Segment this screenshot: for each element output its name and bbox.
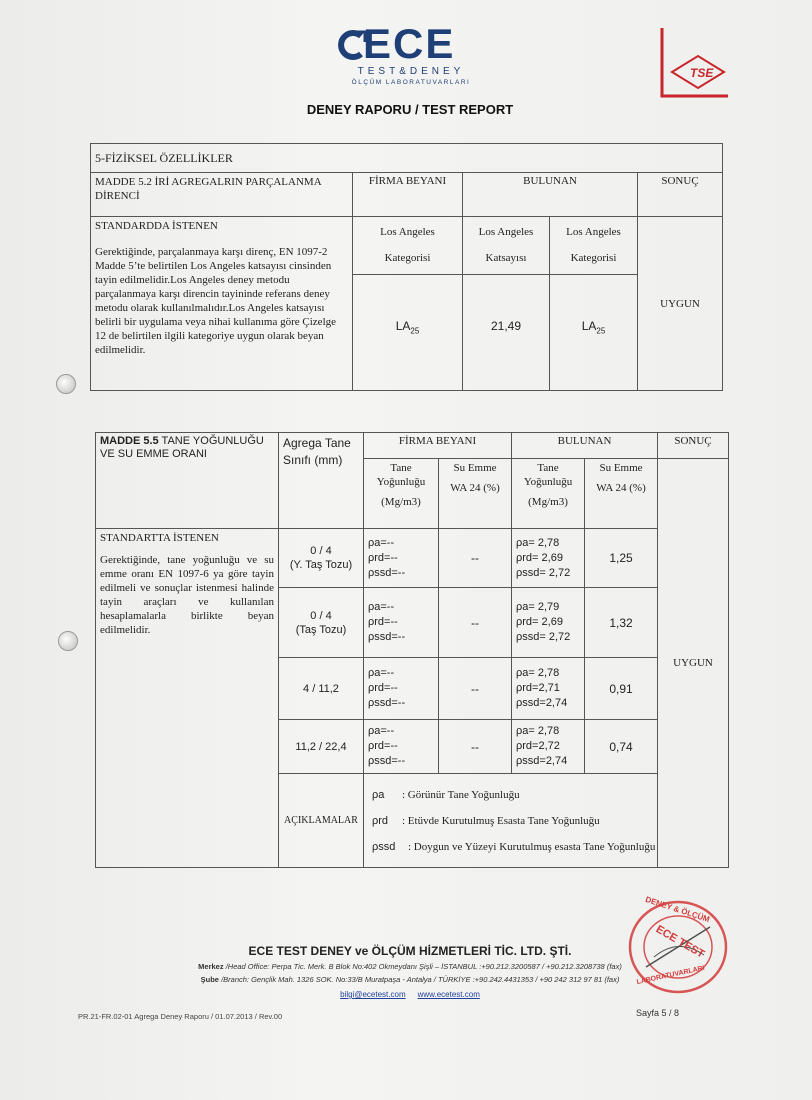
sonuc-value: UYGUN	[638, 217, 723, 391]
firma-density-values: ρa=-- ρrd=-- ρssd=--	[364, 720, 439, 774]
firma-beyani-header-2: FİRMA BEYANI	[364, 433, 512, 459]
logo-subtitle: TEST&DENEY	[357, 66, 465, 77]
standard-text: Gerektiğinde, parçalanmaya karşı direnç, EN 1097-2 Madde 5’te belirtilen Los Angeles katsayısı cinsinden tayin edilmelidir.Los Angeles deney metodu parçalanmaya karşı direncin tayininde referans deney metodu olarak kullanılmalıdır.Los Angeles katsayısı belirli bir uygulama veya nihai kullanıma göre Çizelge 12 de belirtilen ilgili kategoriye uygun olarak beyan edilmelidir.	[95, 246, 337, 356]
agrega-class: 4 / 11,2	[279, 658, 364, 720]
firma-la-value: $LA_{25}$	[353, 275, 463, 391]
website-link[interactable]: www.ecetest.com	[417, 990, 480, 999]
standard-requirement-cell	[91, 217, 353, 391]
bulunan-tane-subheader: Tane Yoğunluğu (Mg/m3)	[512, 459, 585, 529]
agrega-class-header: Agrega Tane Sınıfı (mm)	[279, 433, 364, 529]
stamp-bottom-text: LABORATUVARLARI	[636, 964, 706, 987]
branch-address: Şube /Branch: Gençlik Mah. 1326 SOK. No:33/B Muratpaşa - Antalya / TÜRKİYE :+90.242.4431353 / +90 242 312 97 81 (fax)	[200, 975, 620, 984]
firma-water-absorption: --	[439, 529, 512, 588]
firma-water-absorption: --	[439, 720, 512, 774]
standard-label-2: STANDARTTA İSTENEN	[100, 532, 219, 544]
sonuc-value-2: UYGUN	[658, 459, 729, 868]
note-item: ρrd : Etüvde Kurutulmuş Esasta Tane Yoğunluğu	[372, 814, 600, 827]
standard-text-2: Gerektiğinde, tane yoğunluğu ve su emme oranı EN 1097-6 ya göre tayin edilmeli ve sonuçlar istenmesi halinde tayin araçları ve kullanılan hesaplamalarla birlikte beyan edilmelidir.	[100, 554, 274, 636]
ece-logo-mark-icon	[334, 28, 368, 62]
bulunan-density-values: ρa= 2,79 ρrd= 2,69 ρssd= 2,72	[512, 588, 585, 658]
section-density-table	[95, 432, 729, 868]
agrega-class: 0 / 4 (Taş Tozu)	[279, 588, 364, 658]
stamp-center-text: ECE TEST	[653, 923, 707, 961]
sonuc-header-2: SONUÇ	[658, 433, 729, 459]
standard-requirement-cell-2	[96, 529, 279, 868]
physical-properties-heading: 5-FİZİKSEL ÖZELLİKLER	[91, 144, 723, 173]
bulunan-density-values: ρa= 2,78 ρrd=2,72 ρssd=2,74	[512, 720, 585, 774]
bulunan-density-values: ρa= 2,78 ρrd= 2,69 ρssd= 2,72	[512, 529, 585, 588]
firma-subheader: Los Angeles Kategorisi	[353, 217, 463, 275]
firma-water-absorption: --	[439, 588, 512, 658]
bulunan-su-subheader: Su Emme WA 24 (%)	[585, 459, 658, 529]
bulunan-la-coefficient: 21,49	[463, 275, 550, 391]
bulunan-la-category: $LA_{25}$	[550, 275, 638, 391]
punch-hole-bottom	[58, 631, 78, 651]
bulunan-water-absorption: 0,91	[585, 658, 658, 720]
firma-density-values: ρa=-- ρrd=-- ρssd=--	[364, 529, 439, 588]
bulunan-subheader-coef: Los Angeles Katsayısı	[463, 217, 550, 275]
form-code: PR.21-FR.02-01 Agrega Deney Raporu / 01.07.2013 / Rev.00	[78, 1012, 283, 1021]
tse-logo-text: TSE	[690, 66, 714, 80]
agrega-class: 0 / 4 (Y. Taş Tozu)	[279, 529, 364, 588]
note-item: ρssd : Doygun ve Yüzeyi Kurutulmuş esasta Tane Yoğunluğu	[372, 840, 656, 853]
standard-label: STANDARDDA İSTENEN	[95, 220, 218, 232]
page-number: Sayfa 5 / 8	[636, 1008, 680, 1018]
firma-density-values: ρa=-- ρrd=-- ρssd=--	[364, 588, 439, 658]
punch-hole-top	[56, 374, 76, 394]
ece-logo: ECE	[363, 20, 456, 67]
logo-tagline: ÖLÇÜM LABORATUVARLARI	[351, 79, 471, 86]
bulunan-water-absorption: 1,25	[585, 529, 658, 588]
note-item: ρa : Görünür Tane Yoğunluğu	[372, 788, 520, 801]
report-title: DENEY RAPORU / TEST REPORT	[306, 102, 514, 117]
bulunan-header: BULUNAN	[463, 173, 638, 217]
tse-logo-icon	[658, 26, 730, 100]
bulunan-water-absorption: 1,32	[585, 588, 658, 658]
firma-density-values: ρa=-- ρrd=-- ρssd=--	[364, 658, 439, 720]
firma-water-absorption: --	[439, 658, 512, 720]
item-5-5-title: MADDE 5.5 TANE YOĞUNLUĞU VE SU EMME ORANI	[96, 433, 279, 529]
bulunan-water-absorption: 0,74	[585, 720, 658, 774]
contact-links	[0, 990, 812, 999]
head-office-address: Merkez /Head Office: Perpa Tic. Merk. B Blok No:402 Okmeydanı Şişli – İSTANBUL :+90.212.3200587 / +90.212.3208738 (fax)	[198, 962, 622, 971]
bulunan-density-values: ρa= 2,78 ρrd=2,71 ρssd=2,74	[512, 658, 585, 720]
email-link[interactable]: bilgi@ecetest.com	[340, 990, 406, 999]
agrega-class: 11,2 / 22,4	[279, 720, 364, 774]
firma-beyani-header: FİRMA BEYANI	[353, 173, 463, 217]
aciklamalar-label: AÇIKLAMALAR	[279, 774, 364, 868]
aciklamalar-notes	[364, 774, 729, 868]
bulunan-subheader-cat: Los Angeles Kategorisi	[550, 217, 638, 275]
stamp-top-text: DENEY & ÖLÇÜM	[644, 894, 711, 925]
item-5-2-title: MADDE 5.2 İRİ AGREGALRIN PARÇALANMA DİRENCİ	[91, 173, 353, 217]
sonuc-header: SONUÇ	[638, 173, 723, 217]
firma-su-subheader: Su Emme WA 24 (%)	[439, 459, 512, 529]
section-resistance-table	[90, 143, 723, 391]
firma-tane-subheader: Tane Yoğunluğu (Mg/m3)	[364, 459, 439, 529]
company-name: ECE TEST DENEY ve ÖLÇÜM HİZMETLERİ TİC. LTD. ŞTİ.	[248, 944, 572, 958]
bulunan-header-2: BULUNAN	[512, 433, 658, 459]
